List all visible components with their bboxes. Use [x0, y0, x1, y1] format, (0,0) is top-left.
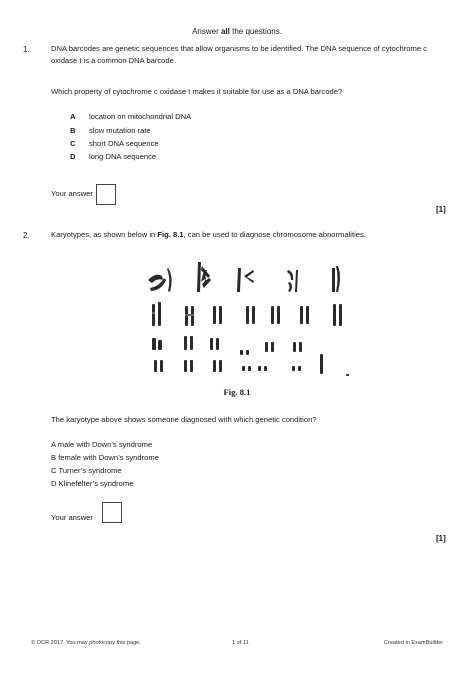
instruction-suffix: the questions. [229, 27, 282, 36]
question-1-stem-line-2: oxidase I is a common DNA barcode. [51, 56, 176, 65]
karyotype-row-1 [148, 262, 340, 292]
question-2-stem [51, 229, 461, 241]
karyotype-image [140, 258, 354, 384]
footer-created-in: Created in ExamBuilder [384, 640, 444, 646]
question-1-stem-line-1: DNA barcodes are genetic sequences that allow organisms to be identified. The DNA sequence of cytochrome c [51, 44, 427, 53]
question-1-stem [51, 43, 461, 67]
question-2-answer-label: Your answer [51, 513, 93, 522]
option-letter: D [51, 479, 57, 488]
question-2-option-a [51, 440, 152, 449]
karyotype-row-4 [154, 354, 349, 376]
instruction-prefix: Answer [192, 27, 221, 36]
question-2-option-d [51, 479, 133, 488]
question-1-marks: [1] [436, 205, 446, 214]
option-letter: B [70, 126, 76, 135]
question-2-stem-pre: Karyotypes, as shown below in [51, 230, 158, 239]
footer-page-number: 1 of 11 [232, 640, 249, 646]
footer-copyright: © OCR 2017. You may photocopy this page. [31, 640, 141, 646]
question-1-prompt: Which property of cytochrome c oxidase I makes it suitable for use as a DNA barcode? [51, 87, 343, 96]
option-text: long DNA sequence [89, 152, 157, 161]
karyotype-row-3 [152, 336, 302, 355]
option-text: male with Down’s syndrome [57, 440, 153, 449]
option-text: female with Down’s syndrome [58, 453, 159, 462]
instruction-bold: all [220, 27, 230, 36]
question-1-answer-box[interactable] [96, 184, 116, 205]
option-letter: D [70, 152, 76, 161]
option-text: Klinefelter’s syndrome [58, 479, 134, 488]
option-text: short DNA sequence [89, 139, 159, 148]
question-1-answer-label: Your answer [51, 189, 93, 198]
question-2-marks: [1] [436, 534, 446, 543]
question-2-number: 2. [23, 231, 30, 240]
option-letter: C [51, 466, 57, 475]
question-2-prompt: The karyotype above shows someone diagnosed with which genetic condition? [51, 415, 317, 424]
question-2-option-b [51, 453, 159, 462]
option-text: location on mitochondrial DNA [89, 112, 192, 121]
option-letter: B [51, 453, 57, 462]
option-text: Turner’s syndrome [58, 466, 122, 475]
figure-caption: Fig. 8.1 [223, 387, 251, 397]
question-2-answer-box[interactable] [102, 502, 122, 523]
question-2-option-c [51, 466, 122, 475]
question-1-number: 1. [23, 45, 30, 54]
question-2-stem-post: , can be used to diagnose chromosome abnormalities. [183, 230, 366, 239]
option-text: slow mutation rate [89, 126, 151, 135]
karyotype-row-2 [152, 302, 342, 326]
option-letter: C [70, 139, 76, 148]
page-instruction [0, 27, 474, 36]
option-letter: A [51, 440, 56, 449]
question-2-stem-fig-ref: Fig. 8.1 [157, 230, 184, 239]
option-letter: A [70, 112, 76, 121]
